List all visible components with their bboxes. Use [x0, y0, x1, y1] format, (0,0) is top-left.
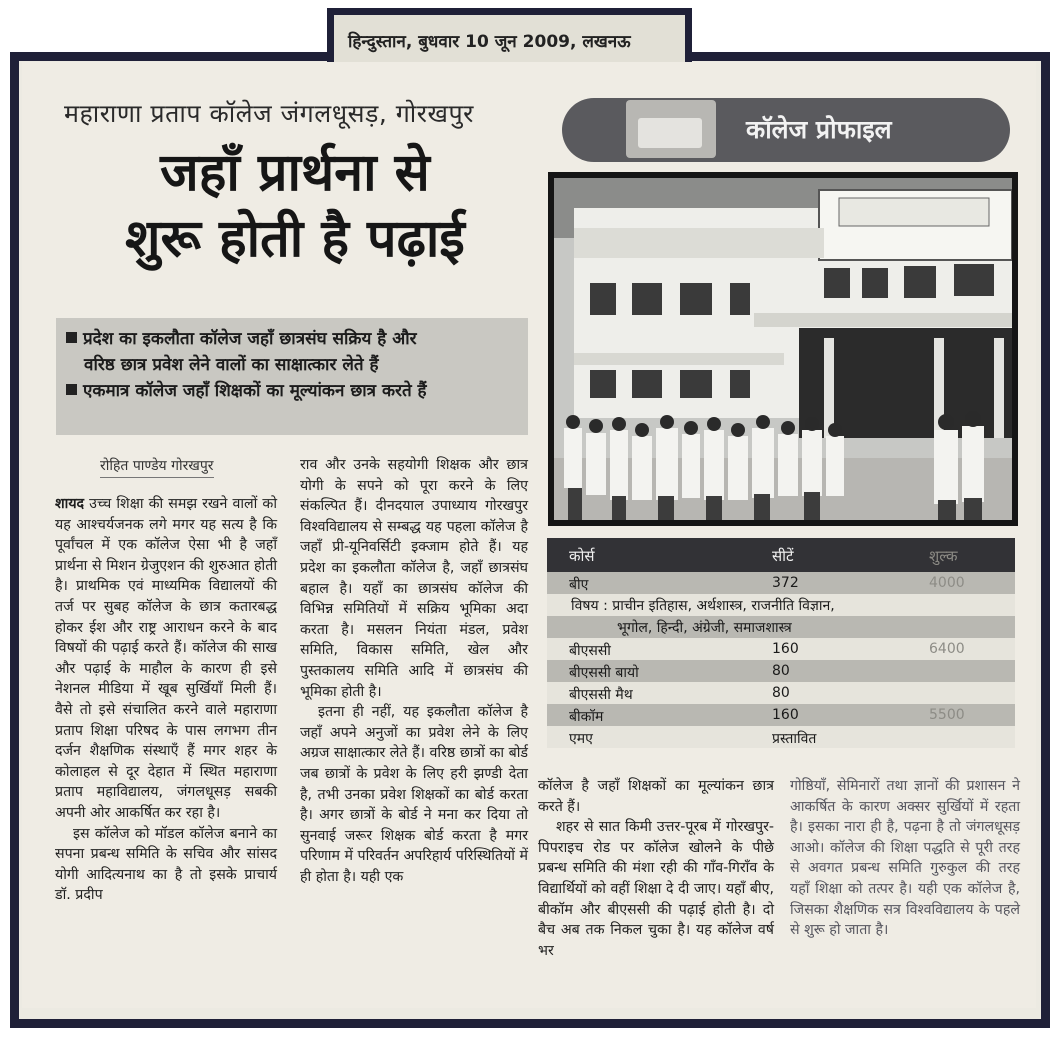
course-name: बीए: [569, 577, 589, 593]
table-row: [547, 572, 1015, 594]
course-seats: 160: [772, 707, 799, 723]
course-seats: 160: [772, 641, 799, 657]
paragraph: कॉलेज है जहाँ शिक्षकों का मूल्यांकन छात्र करते हैं।: [538, 778, 774, 815]
masthead-strip: [327, 8, 692, 64]
course-seats: 80: [772, 663, 790, 679]
course-name: एमए: [569, 731, 593, 747]
highlight-item: प्रदेश का इकलौता कॉलेज जहाँ छात्रसंघ सक्रिय है और: [66, 326, 518, 352]
headline-line-2: शुरू होती है पढ़ाई: [125, 209, 465, 269]
column-header-course: कोर्स: [569, 547, 595, 565]
article-column-2: [300, 455, 528, 887]
paragraph: इतना ही नहीं, यह इकलौता कॉलेज है जहाँ अपने अनुजों का प्रवेश लेने के लिए अग्रज साक्षात्कार लेते हैं। वरिष्ठ छात्रों का बोर्ड जब छात्रों के प्रवेश के लिए हरी झण्डी देता है, तभी उनका प्रवेश शिक्षकों का बोर्ड करता है। अगर छात्रों के बोर्ड ने मना कर दिया तो सुनवाई जरूर शिक्षक बोर्ड करता है मगर परिणाम में परिवर्तन अपरिहार्य परिस्थितियों में ही होता है। यही एक: [300, 704, 528, 885]
highlight-item-continued: वरिष्ठ छात्र प्रवेश लेने वालों का साक्षात्कार लेते हैं: [84, 355, 379, 375]
course-table: [547, 538, 1015, 748]
masthead-text: हिन्दुस्तान, बुधवार 10 जून 2009, लखनऊ: [348, 32, 631, 52]
course-fee: 6400: [929, 641, 965, 657]
highlights-box: [56, 318, 528, 435]
college-photo-illustration: [554, 178, 1012, 520]
table-subjects-row: [547, 616, 1015, 638]
column-header-seats: सीटें: [772, 547, 794, 565]
college-building-photo: [548, 172, 1018, 526]
course-fee: 5500: [929, 707, 965, 723]
bullet-square-icon: [66, 384, 77, 395]
table-row: [547, 682, 1015, 704]
paragraph: शहर से सात किमी उत्तर-पूरब में गोरखपुर-पिपराइच रोड पर कॉलेज खोलने के पीछे प्रबन्ध समिति की मंशा रही की गाँव-गिराँव के विद्यार्थियों को वहीं शिक्षा दे दी जाए। यहाँ बीए, बीकॉम और बीएससी की पढ़ाई होती है। दो बैच अब तक निकल चुका है। यह कॉलेज वर्ष भर: [538, 819, 774, 959]
table-subjects-row: [547, 594, 1015, 616]
paragraph: राव और उनके सहयोगी शिक्षक और छात्र योगी के सपने को पूरा करने के लिए संकल्पित हैं। दीनदयाल उपाध्याय गोरखपुर विश्वविद्यालय से सम्बद्ध यह पहला कॉलेज है जहाँ प्री-यूनिवर्सिटी इक्जाम होते हैं। यह प्रदेश का इकलौता कॉलेज है, जहाँ छात्रसंघ बहाल है। यहाँ का छात्रसंघ कॉलेज की विभिन्न समितियों में सक्रिय भूमिका अदा करता है। मसलन नियंता मंडल, प्रवेश समिति, विकास समिति, खेल और पुस्तकालय समिति आदि में छात्रसंघ की भूमिका होती है।: [300, 457, 528, 700]
table-row: [547, 660, 1015, 682]
lead-word: शायद: [55, 496, 85, 512]
paragraph: गोष्ठियाँ, सेमिनारों तथा ज्ञानों की प्रशासन ने आकर्षित के कारण अक्सर सुर्खियों में रहता है। इसका नारा ही है, पढ़ना है तो जंगलधूसड़ आओ। कॉलेज की शिक्षा पद्धति से पूरी तरह से अवगत प्रबन्ध समिति गुरुकुल की तरह यहाँ शिक्षा को तत्पर है। यही एक कॉलेज है, जिसका शैक्षणिक सत्र विश्वविद्यालय के पहले से शुरू हो जाता है।: [790, 778, 1020, 939]
course-name: बीएससी मैथ: [569, 687, 633, 703]
table-row: [547, 638, 1015, 660]
paragraph: इस कॉलेज को मॉडल कॉलेज बनाने का सपना प्रबन्ध समिति के सचिव और सांसद योगी आदित्यनाथ का है तो इसके प्राचार्य डॉ. प्रदीप: [55, 825, 277, 904]
article-byline: रोहित पाण्डेय गोरखपुर: [100, 456, 214, 478]
bullet-square-icon: [66, 332, 77, 343]
college-profile-label: कॉलेज प्रोफाइल: [746, 115, 892, 144]
course-seats: 80: [772, 685, 790, 701]
paragraph: शायद उच्च शिक्षा की समझ रखने वालों को यह आश्चर्यजनक लगे मगर यह सत्य है कि पूर्वांचल में एक कॉलेज ऐसा भी है जहाँ प्रार्थना से मिशन ग्रेजुएशन की शुरुआत होती है। प्राथमिक एवं माध्यमिक विद्यालयों की तर्ज पर सुबह कॉलेज के छात्र कतारबद्ध होकर ईश और राष्ट्र आराधन करने के बाद विषयों की पढ़ाई करते हैं। कॉलेज की साख और पढ़ाई के माहौल के कारण ही इसे नेशनल मीडिया में खूब सुर्खियाँ मिली हैं। वैसे तो इसे संचालित करने वाले महाराणा प्रताप शिक्षा परिषद के पास लगभग तीन दर्जन शैक्षणिक संस्थाएँ हैं मगर शहर के कोलाहल से दूर देहात में स्थित महाराणा प्रताप महाविद्यालय, जंगलधूसड़ सबकी अपनी ओर आकर्षित कर रहा है।: [55, 496, 277, 821]
article-headline: [60, 140, 530, 272]
article-column-1: [55, 494, 277, 906]
books-icon: [626, 100, 716, 158]
subjects-line-1: विषय : प्राचीन इतिहास, अर्थशास्त्र, राजनीति विज्ञान,: [571, 598, 835, 614]
column-header-fee: शुल्क: [929, 547, 958, 565]
course-name: बीएससी: [569, 643, 611, 659]
table-row: [547, 726, 1015, 748]
article-column-3: [538, 776, 774, 961]
article-column-4-faded: [790, 776, 1020, 941]
course-name: बीकॉम: [569, 709, 604, 725]
article-kicker: महाराणा प्रताप कॉलेज जंगलधूसड़, गोरखपुर: [64, 99, 474, 128]
course-fee: 4000: [929, 575, 965, 591]
table-header-row: [547, 538, 1015, 572]
course-seats: प्रस्तावित: [772, 731, 817, 747]
table-row: [547, 704, 1015, 726]
highlight-item: एकमात्र कॉलेज जहाँ शिक्षकों का मूल्यांकन छात्र करते हैं: [66, 378, 518, 404]
course-seats: 372: [772, 575, 799, 591]
subjects-line-2: भूगोल, हिन्दी, अंग्रेजी, समाजशास्त्र: [617, 620, 792, 636]
headline-line-1: जहाँ प्रार्थना से: [160, 143, 430, 203]
course-name: बीएससी बायो: [569, 665, 639, 681]
